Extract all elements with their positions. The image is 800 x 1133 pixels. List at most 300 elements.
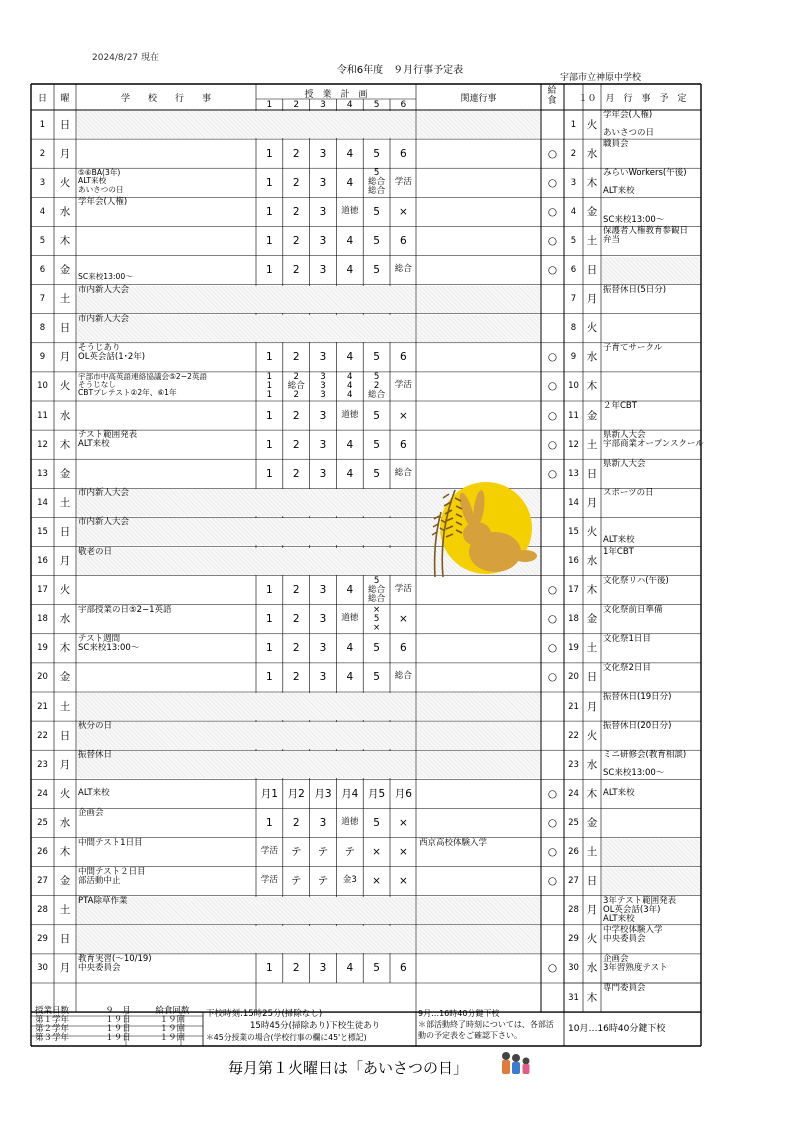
sep-period: 6 [400, 351, 407, 364]
sep-period: 4 [346, 176, 354, 189]
sep-period: 4 [346, 642, 354, 655]
dismissal-line: 15時45分(掃除あり)下校生徒あり [250, 1021, 381, 1031]
sep-event: SC来校13:00〜 [78, 271, 133, 281]
oct-day: 29 [568, 934, 579, 945]
sep-day: 1 [39, 119, 46, 130]
club-line: 動の予定表をご確認下さい。 [418, 1031, 522, 1040]
sep-day: 10 [37, 381, 48, 392]
oct-weekday: 火 [586, 525, 598, 538]
sep-period: 4 [346, 264, 354, 277]
sep-period: 道徳 [341, 205, 359, 216]
sep-day: 17 [37, 585, 48, 596]
oct-weekday: 金 [586, 205, 598, 218]
oct-weekday: 木 [586, 380, 598, 393]
sep-lunch: ○ [547, 205, 558, 218]
oct-event: 中学校体験入学 中央委員会 [603, 924, 663, 944]
sep-day: 13 [37, 468, 48, 479]
sep-weekday: 金 [59, 875, 71, 888]
children-icon [496, 1050, 536, 1080]
sep-lunch: ○ [547, 351, 558, 364]
col-header-events: 学 校 行 事 [120, 94, 211, 104]
sep-weekday: 水 [59, 613, 71, 626]
oct-event: 振替休日(20日分) [603, 721, 672, 732]
sep-lunch: ○ [547, 438, 558, 451]
oct-day: 3 [570, 177, 577, 188]
oct-day: 25 [568, 817, 579, 828]
sep-day: 6 [39, 265, 46, 276]
sep-lunch: ○ [547, 613, 558, 626]
sep-weekday: 土 [59, 496, 71, 509]
oct-weekday: 水 [586, 147, 598, 160]
sep-period: 2 [292, 962, 300, 975]
holiday-shade [602, 868, 700, 895]
sep-day: 15 [37, 526, 48, 537]
sep-weekday: 火 [59, 584, 71, 597]
days-value: １９日 [105, 1033, 131, 1043]
oct-day: 28 [568, 905, 579, 916]
date-stamp: 2024/8/27 現在 [92, 53, 160, 63]
sep-period: × [372, 875, 381, 888]
sep-period: 2 [292, 642, 300, 655]
oct-weekday: 月 [586, 700, 598, 713]
sep-event: 中間テスト1日目 [78, 837, 143, 848]
sep-day: 14 [37, 497, 48, 508]
holiday-shade [417, 286, 540, 313]
col-header-period: 5 [373, 100, 380, 110]
sep-period: 2 [292, 816, 300, 829]
dismissal-line: 下校時刻:15時25分(掃除なし) [206, 1009, 323, 1019]
sep-weekday: 日 [59, 322, 71, 335]
oct-day: 19 [568, 643, 579, 654]
oct-event: 保護者人権教育参観日 弁当 [603, 226, 689, 246]
sep-event: 市内新人大会 [78, 313, 130, 324]
sep-period: 6 [400, 962, 407, 975]
sep-weekday: 火 [59, 176, 71, 189]
sep-period: 5 総合 総合 [367, 575, 386, 604]
sep-period: 3 [319, 816, 327, 829]
oct-event: 学年会(人権) あいさつの日 [603, 110, 655, 138]
sep-period: 総合 [394, 264, 412, 275]
sep-period: × [398, 205, 408, 218]
sep-period: × [398, 409, 408, 422]
sep-event: テスト週間 SC来校13:00〜 [78, 633, 140, 653]
col-header-related: 関連行事 [460, 94, 497, 104]
sep-period: 3 3 3 [320, 371, 326, 400]
sep-period: 4 4 4 [347, 371, 353, 400]
sep-period: 5 [373, 962, 380, 975]
sep-period: 総合 [394, 467, 412, 478]
club-info-oct: 10月…16時40分鍵下校 [568, 1024, 666, 1034]
lunch-count: １９回 [159, 1033, 186, 1043]
sep-period: 5 [373, 816, 380, 829]
oct-day: 16 [568, 556, 579, 567]
oct-day: 18 [568, 614, 579, 625]
sep-lunch: ○ [547, 816, 558, 829]
sep-weekday: 金 [59, 264, 71, 277]
sep-period: × 5 × [372, 604, 381, 633]
sep-period: 1 [266, 409, 273, 422]
sep-period: 1 [266, 438, 273, 451]
oct-weekday: 木 [586, 584, 598, 597]
sep-period: 3 [319, 642, 327, 655]
sep-period: 2 [292, 409, 300, 422]
sep-weekday: 土 [59, 700, 71, 713]
sep-period: 2 総合 2 [287, 371, 305, 400]
oct-weekday: 日 [586, 467, 598, 480]
count-header: 授業日数 [35, 1006, 70, 1016]
sep-period: 2 [292, 264, 300, 277]
sep-period: 3 [319, 147, 327, 160]
sep-period: 4 [346, 962, 354, 975]
holiday-shade [417, 897, 540, 924]
sep-weekday: 水 [59, 205, 71, 218]
sep-lunch: ○ [547, 671, 558, 684]
oct-day: 10 [568, 381, 579, 392]
lunch-count: １９回 [159, 1015, 186, 1025]
oct-weekday: 水 [586, 962, 598, 975]
sep-day: 21 [37, 701, 48, 712]
sep-weekday: 水 [59, 816, 71, 829]
sep-weekday: 金 [59, 671, 71, 684]
oct-event: 振替休日(19日分) [603, 692, 672, 702]
sep-period: 1 [266, 584, 273, 597]
sep-period: 5 [373, 467, 380, 480]
sep-event: 市内新人大会 [78, 488, 130, 499]
club-info-sep [418, 1008, 554, 1041]
sep-lunch: ○ [547, 787, 558, 800]
sep-lunch: ○ [547, 584, 558, 597]
sep-day: 12 [37, 439, 48, 450]
sep-weekday: 木 [59, 234, 71, 247]
sep-weekday: 木 [59, 438, 71, 451]
sep-period: 学活 [394, 380, 412, 391]
sep-weekday: 月 [59, 555, 71, 568]
sep-period: 3 [319, 264, 327, 277]
sep-day: 29 [37, 934, 48, 945]
col-header-period: 1 [266, 100, 273, 110]
sep-day: 18 [37, 614, 48, 625]
oct-weekday: 月 [586, 293, 598, 306]
oct-event: 1年CBT [603, 546, 634, 557]
sep-period: 1 [266, 816, 273, 829]
sep-weekday: 日 [59, 118, 71, 131]
sep-period: 道徳 [341, 613, 359, 624]
sep-period: 5 [373, 205, 380, 218]
oct-day: 26 [568, 847, 579, 858]
count-header: 給食回数 [155, 1006, 190, 1016]
sep-weekday: 日 [59, 729, 71, 742]
sep-event: ALT来校 [78, 788, 110, 799]
sep-period: テ [344, 846, 356, 859]
count-header: ９ 月 [105, 1006, 131, 1016]
sep-period: × [372, 846, 381, 859]
sep-period: 3 [319, 467, 327, 480]
sep-lunch: ○ [547, 380, 558, 393]
oct-day: 11 [568, 410, 579, 421]
oct-weekday: 土 [586, 642, 598, 655]
sep-period: 月6 [394, 787, 412, 800]
oct-day: 2 [570, 148, 577, 159]
sep-period: 3 [319, 234, 327, 247]
sep-day: 24 [37, 788, 48, 799]
oct-event: スポーツの日 [603, 488, 654, 499]
sep-period: 2 [292, 147, 300, 160]
oct-event: ALT来校 [603, 788, 635, 799]
sep-period: 3 [319, 671, 327, 684]
oct-weekday: 土 [586, 438, 598, 451]
sep-day: 27 [37, 876, 48, 887]
oct-weekday: 水 [586, 351, 598, 364]
sep-weekday: 金 [59, 467, 71, 480]
sep-period: 1 [266, 671, 273, 684]
holiday-shade [417, 315, 540, 342]
col-header-weekday: 曜 [60, 94, 70, 104]
sep-period: 5 [373, 234, 380, 247]
oct-day: 15 [568, 526, 579, 537]
sep-event: 中間テスト２日目 部活動中止 [78, 866, 146, 886]
oct-weekday: 木 [586, 787, 598, 800]
sep-period: 総合 [394, 671, 412, 682]
sep-period: 2 [292, 438, 300, 451]
sep-weekday: 月 [59, 758, 71, 771]
oct-weekday: 水 [586, 555, 598, 568]
sep-period: 3 [319, 962, 327, 975]
days-value: １９日 [105, 1015, 131, 1025]
sep-period: 1 [266, 264, 273, 277]
sep-event: 宇部市中高英語連絡協議会⑤2−2英語 そうじなし CBTプレテスト②2年、⑥1年 [78, 371, 208, 398]
oct-day: 13 [568, 468, 579, 479]
sep-period: 4 [346, 438, 354, 451]
oct-event: ２年CBT [603, 401, 637, 411]
school-name: 宇部市立神原中学校 [560, 73, 642, 83]
sep-day: 8 [39, 323, 46, 334]
sep-event: 宇部授業の日⑤2−1英語 [78, 604, 172, 615]
col-header-lunch: 給食 [547, 86, 557, 106]
oct-event: 文化祭リハ(午後) [603, 575, 669, 586]
holiday-shade [77, 111, 415, 138]
sep-event: PTA除草作業 [78, 895, 128, 906]
sep-event: 教育実習(〜10/19) 中央委員会 [78, 953, 152, 974]
oct-day: 12 [568, 439, 579, 450]
sep-period: 3 [319, 438, 327, 451]
sep-period: 月5 [367, 787, 386, 800]
sep-period: 月1 [260, 787, 278, 800]
sep-period: × [398, 613, 408, 626]
oct-event: SC来校13:00〜 [603, 215, 665, 226]
page-title: 令和6年度 ９月行事予定表 [336, 65, 464, 76]
sep-event: 市内新人大会 [78, 284, 130, 295]
sep-period: 1 1 1 [266, 371, 273, 400]
col-header-period: 2 [293, 100, 300, 110]
oct-day: 22 [568, 730, 579, 741]
sep-day: 23 [37, 759, 48, 770]
oct-event: 文化祭2日目 [603, 662, 651, 673]
holiday-shade [417, 926, 540, 953]
oct-weekday: 日 [586, 875, 598, 888]
oct-weekday: 火 [586, 933, 598, 946]
sep-lunch: ○ [547, 467, 558, 480]
sep-related: 西京高校体験入学 [419, 837, 488, 848]
oct-event: 県新人大会 宇部商業オープンスクール [603, 430, 704, 450]
oct-day: 24 [568, 788, 579, 799]
col-header-day: 日 [37, 94, 47, 104]
days-value: １９日 [105, 1024, 131, 1034]
holiday-shade [417, 111, 540, 138]
sep-period: 5 [373, 409, 380, 422]
sep-period: 2 [292, 467, 300, 480]
oct-weekday: 月 [586, 904, 598, 917]
oct-day: 4 [570, 206, 577, 217]
sep-weekday: 木 [59, 642, 71, 655]
oct-weekday: 日 [586, 671, 598, 684]
sep-weekday: 木 [59, 846, 71, 859]
greeting-day-motto: 毎月第１火曜日は「あいさつの日」 [228, 1059, 469, 1077]
sep-day: 26 [37, 847, 48, 858]
sep-day: 25 [37, 817, 48, 828]
sep-weekday: 月 [59, 351, 71, 364]
sep-period: 5 [373, 147, 380, 160]
sep-period: 6 [400, 147, 407, 160]
col-header-classes: 授 業 計 画 [304, 90, 368, 100]
col-header-period: 6 [400, 100, 407, 110]
oct-event: 企画会 3年習熟度テスト [603, 953, 668, 973]
sep-period: × [398, 846, 408, 859]
sep-lunch: ○ [547, 962, 558, 975]
col-header-period: 3 [320, 100, 326, 110]
holiday-shade [77, 926, 415, 953]
sep-period: 金3 [342, 875, 357, 886]
sep-period: 4 [346, 467, 354, 480]
sep-event: 学年会(人権) [78, 197, 128, 208]
sep-event: 秋分の日 [78, 721, 113, 732]
oct-day: 30 [568, 963, 579, 974]
sep-day: 19 [37, 643, 48, 654]
sep-period: 1 [266, 351, 273, 364]
grade-label: 第３学年 [35, 1033, 70, 1043]
col-header-period: 4 [346, 100, 353, 110]
oct-weekday: 火 [586, 729, 598, 742]
dismissal-info [206, 1008, 380, 1044]
sep-lunch: ○ [547, 875, 558, 888]
sep-day: 9 [39, 352, 46, 363]
col-header-october: １０ 月 行 事 予 定 [578, 94, 687, 104]
sep-day: 20 [37, 672, 48, 683]
sep-day: 2 [39, 148, 46, 159]
oct-weekday: 月 [586, 496, 598, 509]
sep-day: 11 [37, 410, 48, 421]
sep-period: 3 [319, 176, 327, 189]
sep-weekday: 日 [59, 933, 71, 946]
sep-period: 5 [373, 438, 380, 451]
sep-period: 6 [400, 234, 407, 247]
sep-period: 道徳 [341, 409, 359, 420]
club-line: ＊部活動終了時刻については、各部活 [418, 1020, 554, 1029]
oct-weekday: 木 [586, 991, 598, 1004]
oct-weekday: 金 [586, 613, 598, 626]
oct-weekday: 金 [586, 409, 598, 422]
club-line: 9月…16時40分鍵下校 [418, 1009, 500, 1018]
sep-period: 2 [292, 351, 300, 364]
sep-period: 月3 [314, 787, 332, 800]
sep-period: 2 [292, 176, 300, 189]
oct-weekday: 木 [586, 176, 598, 189]
holiday-shade [417, 751, 540, 778]
sep-period: 5 [373, 351, 380, 364]
sep-period: 5 [373, 671, 380, 684]
sep-event: そうじあり OL英会話(1･2年) [78, 342, 146, 362]
sep-period: 1 [266, 176, 273, 189]
sep-lunch: ○ [547, 846, 558, 859]
sep-lunch: ○ [547, 176, 558, 189]
oct-event: 文化祭1日目 [603, 633, 651, 644]
oct-weekday: 水 [586, 758, 598, 771]
sep-period: 学活 [260, 875, 278, 886]
sep-event: 敬老の日 [78, 546, 113, 557]
oct-day: 14 [568, 497, 579, 508]
oct-day: 17 [568, 585, 579, 596]
sep-day: 7 [39, 294, 46, 305]
oct-event: 文化祭前日準備 [603, 604, 663, 615]
sep-period: 3 [319, 584, 327, 597]
holiday-shade [417, 722, 540, 749]
sep-period: × [398, 875, 408, 888]
oct-day: 20 [568, 672, 579, 683]
oct-day: 9 [570, 352, 577, 363]
sep-period: テ [290, 875, 302, 888]
oct-day: 23 [568, 759, 579, 770]
sep-period: 5 [373, 264, 380, 277]
oct-day: 5 [570, 235, 577, 246]
sep-period: 学活 [394, 176, 412, 187]
sep-weekday: 土 [59, 904, 71, 917]
moon-rabbit-illustration [425, 482, 545, 582]
sep-period: 1 [266, 467, 273, 480]
sep-period: 2 [292, 671, 300, 684]
sep-event: 市内新人大会 [78, 517, 130, 528]
sep-period: 月2 [287, 787, 305, 800]
sep-day: 4 [39, 206, 46, 217]
sep-weekday: 土 [59, 293, 71, 306]
holiday-shade [602, 839, 700, 866]
sep-lunch: ○ [547, 409, 558, 422]
oct-event: 振替休日(5日分) [603, 284, 667, 295]
oct-day: 1 [570, 119, 577, 130]
oct-day: 6 [570, 265, 577, 276]
sep-period: 月4 [341, 787, 359, 800]
oct-weekday: 金 [586, 816, 598, 829]
sep-day: 16 [37, 556, 48, 567]
sep-day: 3 [39, 177, 46, 188]
sep-period: 3 [319, 351, 327, 364]
sep-lunch: ○ [547, 264, 558, 277]
sep-day: 28 [37, 905, 48, 916]
sep-period: 2 [292, 584, 300, 597]
oct-event: 子育てサークル [603, 342, 663, 353]
oct-event: みらいWorkers(午後) ALT来校 [603, 168, 687, 197]
sep-lunch: ○ [547, 642, 558, 655]
oct-event: 3年テスト範囲発表 OL英会話(3年) ALT来校 [603, 895, 677, 924]
oct-day: 8 [570, 323, 577, 334]
oct-weekday: 土 [586, 234, 598, 247]
sep-day: 5 [39, 235, 46, 246]
sep-lunch: ○ [547, 147, 558, 160]
sep-period: 4 [346, 234, 354, 247]
sep-period: 5 2 総合 [367, 371, 386, 400]
sep-day: 22 [37, 730, 48, 741]
grade-label: 第２学年 [35, 1024, 70, 1034]
oct-event: 県新人大会 [603, 459, 646, 470]
sep-period: 1 [266, 613, 273, 626]
